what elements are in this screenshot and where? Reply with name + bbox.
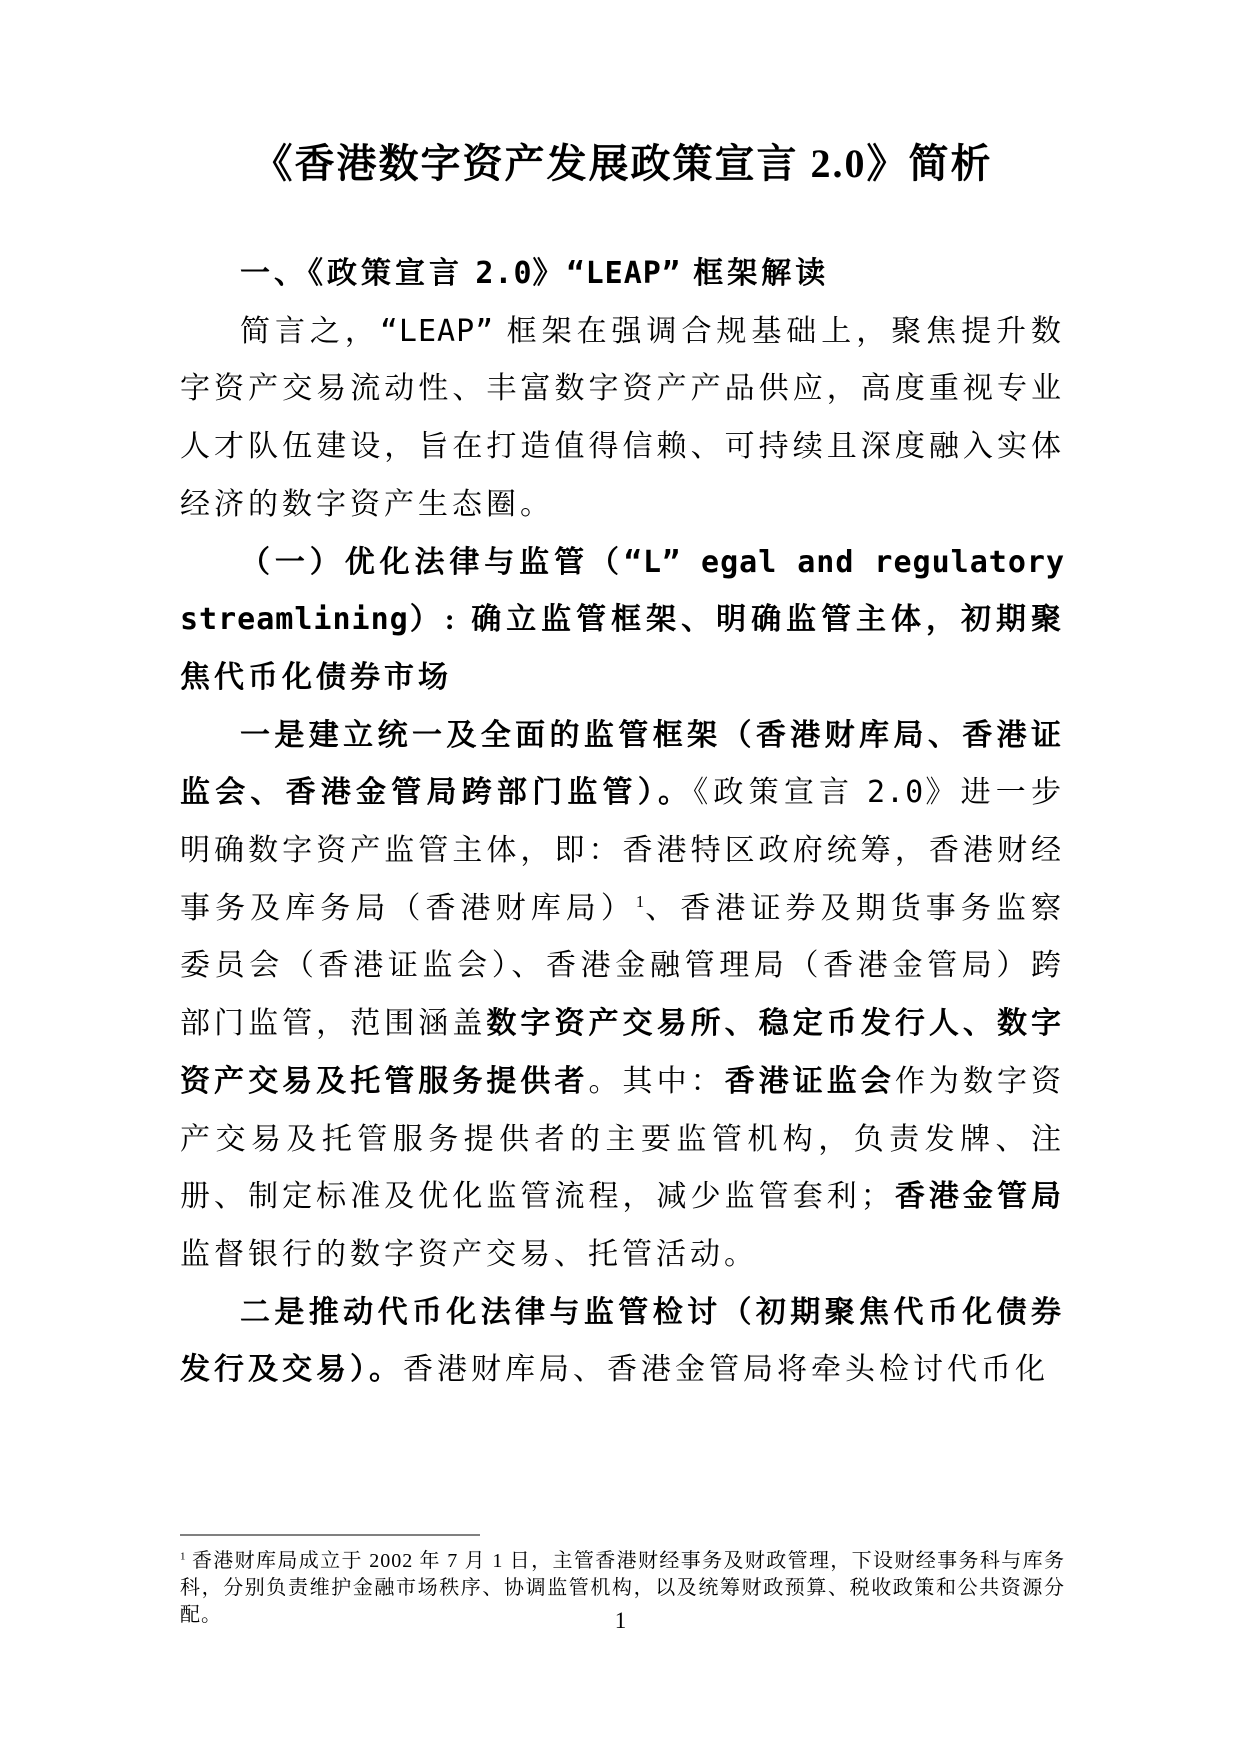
footnote-separator (180, 1534, 480, 1536)
text-run: 确立监管框架、明确监管主体，初期聚焦代币化债券市场 (180, 603, 1065, 694)
text-run: 2.0 (475, 256, 533, 291)
text-run: （香港财库局、香港证监会、香港金管局跨部门监管）。 (180, 718, 1066, 810)
heading-section-1 (180, 245, 1065, 303)
text-run: 》 (532, 257, 567, 290)
text-run: （一）优化法律与监管（ (240, 545, 624, 579)
text-run: “LEAP” (379, 313, 495, 349)
text-run: 数字资产交易所、稳定币发行人、数字资产交易及托管服务提供者 (180, 1007, 1066, 1098)
text-run: 香港财库局成立于 2002 年 7 月 1 日，主管香港财经事务及财政管理，下设财经事务科与库务科，分别负责维护金融市场秩序、协调监管机构，以及统筹财政预算、税收政策和公共资源分配。 (180, 1550, 1065, 1626)
text-run: 《政策宣言 (693, 776, 867, 810)
text-run: 香港财库局、香港金管局将牵头检讨代币化 (403, 1353, 1049, 1387)
paragraph-point-2 (180, 1284, 1065, 1399)
text-run: 二是推动代币化法律与监管检讨 (240, 1295, 722, 1329)
text-run: 。其中： (588, 1064, 725, 1098)
document-title: 《香港数字资产发展政策宣言 2.0》简析 (252, 141, 993, 186)
text-run: 一、《政策宣言 (240, 257, 476, 290)
text-run: （初期聚焦代币化债券发行及交易）。 (180, 1295, 1066, 1387)
text-run: “L” egal and regulatory streamlining (180, 544, 1066, 638)
text-run: 框架解读 (680, 257, 830, 290)
text-run: 香港金管局 (894, 1180, 1066, 1214)
text-run: 1 (180, 1550, 186, 1563)
text-run: 香港证监会 (724, 1064, 895, 1098)
page-number: 1 (614, 1608, 627, 1633)
heading-subsection-1 (180, 534, 1065, 707)
text-run: 1 (635, 891, 645, 911)
text-run: 、香港证券及期货事务监察委员会（香港证监会）、香港金融管理局（香港金管局）跨部门监管，范围涵盖 (180, 891, 1066, 1041)
document-content (180, 0, 1065, 1399)
text-run: “LEAP” (566, 256, 681, 291)
text-run: 》进一步明确数字资产监管主体，即：香港特区政府统筹，香港财经事务及库务局（香港财库局） (180, 776, 1066, 925)
text-run: 一是建立统一及全面的监管框架 (240, 718, 722, 752)
text-run: 2.0 (866, 775, 925, 811)
text-run: ）: (408, 603, 472, 637)
paragraph-point-1 (180, 707, 1065, 1284)
text-run: 作为数字资产交易及托管服务提供者的主要监管机构，负责发牌、注册、制定标准及优化监管流程，减少监管套利； (180, 1064, 1066, 1214)
text-run: 框架在强调合规基础上，聚焦提升数字资产交易流动性、丰富数字资产产品供应，高度重视专业人才队伍建设，旨在打造值得信赖、可持续且深度融入实体经济的数字资产生态圈。 (180, 314, 1066, 521)
text-run: 简言之， (240, 314, 380, 348)
paragraph-intro (180, 303, 1065, 534)
text-run: 监督银行的数字资产交易、托管活动。 (180, 1237, 758, 1271)
